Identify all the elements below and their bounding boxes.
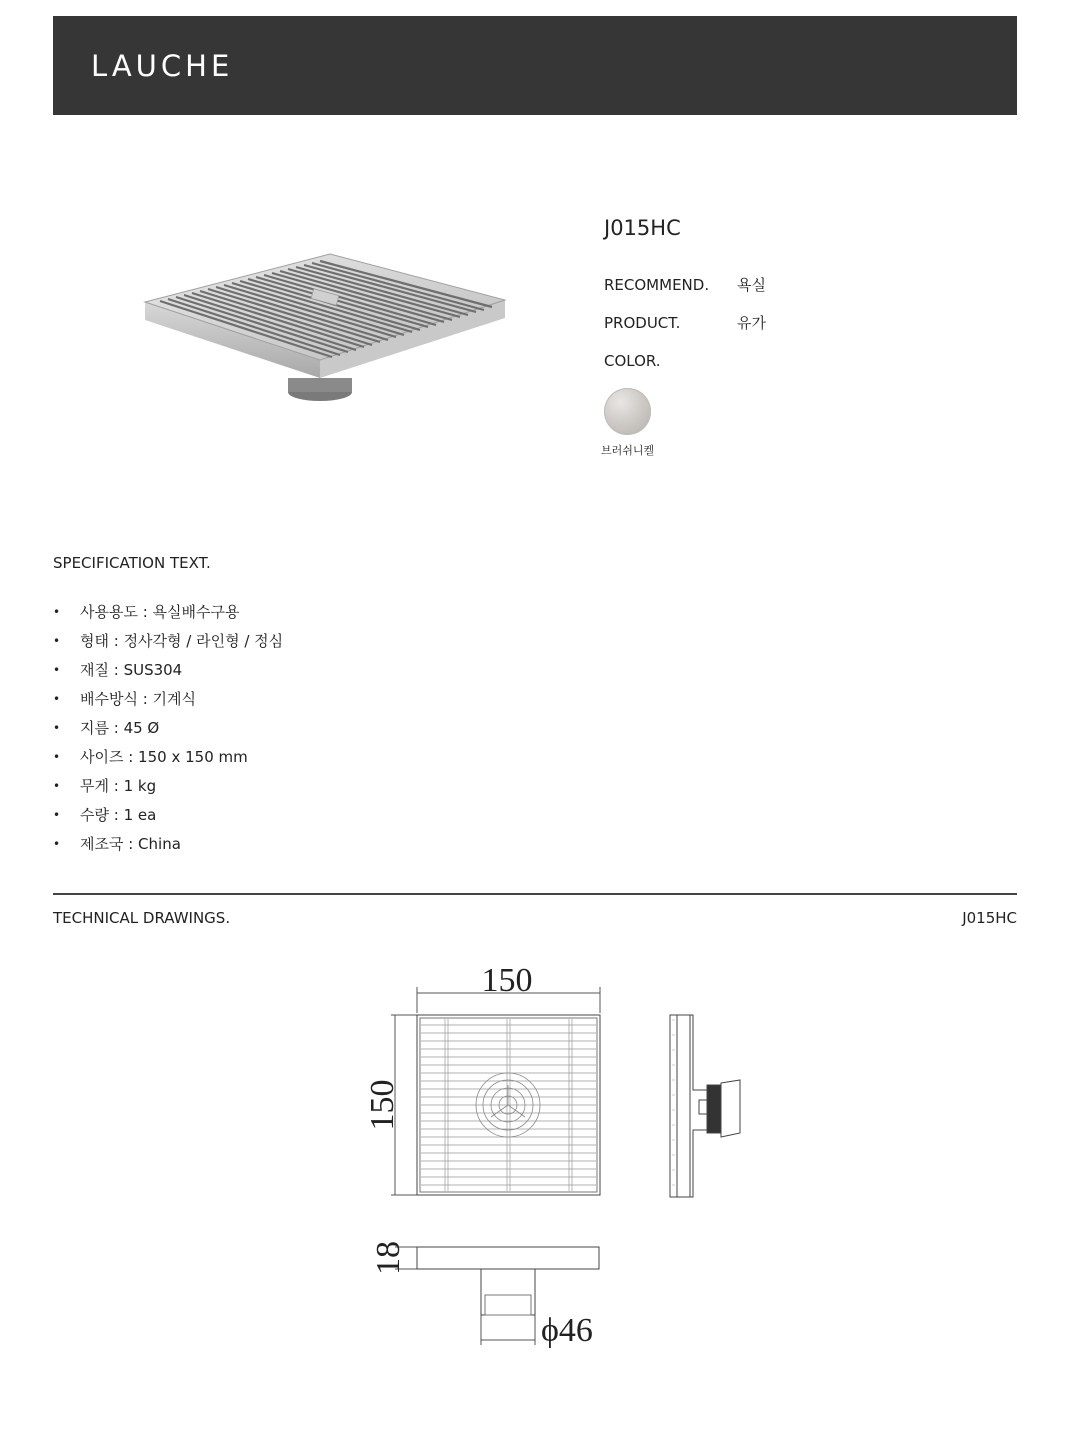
width-dimension: 150 xyxy=(481,962,533,999)
bullet-icon: • xyxy=(53,663,61,677)
product-type-value: 유가 xyxy=(737,314,766,332)
brand-header xyxy=(53,16,1017,115)
depth-dimension: 18 xyxy=(370,1241,407,1275)
recommend-label: RECOMMEND. xyxy=(604,276,710,294)
bullet-icon: • xyxy=(53,692,61,706)
bullet-icon: • xyxy=(53,605,61,619)
technical-model: J015HC xyxy=(962,909,1017,927)
color-swatch-brushed-nickel[interactable] xyxy=(604,388,651,435)
recommend-value: 욕실 xyxy=(737,276,766,294)
technical-drawing xyxy=(355,955,755,1355)
height-dimension: 150 xyxy=(364,1079,401,1131)
bullet-icon: • xyxy=(53,837,61,851)
bullet-icon: • xyxy=(53,779,61,793)
color-label: COLOR. xyxy=(604,352,661,370)
technical-drawings-title: TECHNICAL DRAWINGS. xyxy=(53,909,231,927)
bullet-icon: • xyxy=(53,634,61,648)
product-image xyxy=(140,240,510,410)
diameter-dimension: ϕ46 xyxy=(541,1312,593,1349)
product-model: J015HC xyxy=(604,216,681,240)
color-swatch-label: 브러쉬니켈 xyxy=(601,444,655,457)
specification-title: SPECIFICATION TEXT. xyxy=(53,554,211,572)
section-divider xyxy=(53,893,1017,895)
brand-logo: LAUCHE xyxy=(91,49,234,83)
bullet-icon: • xyxy=(53,721,61,735)
bullet-icon: • xyxy=(53,808,61,822)
bullet-icon: • xyxy=(53,750,61,764)
product-type-label: PRODUCT. xyxy=(604,314,681,332)
